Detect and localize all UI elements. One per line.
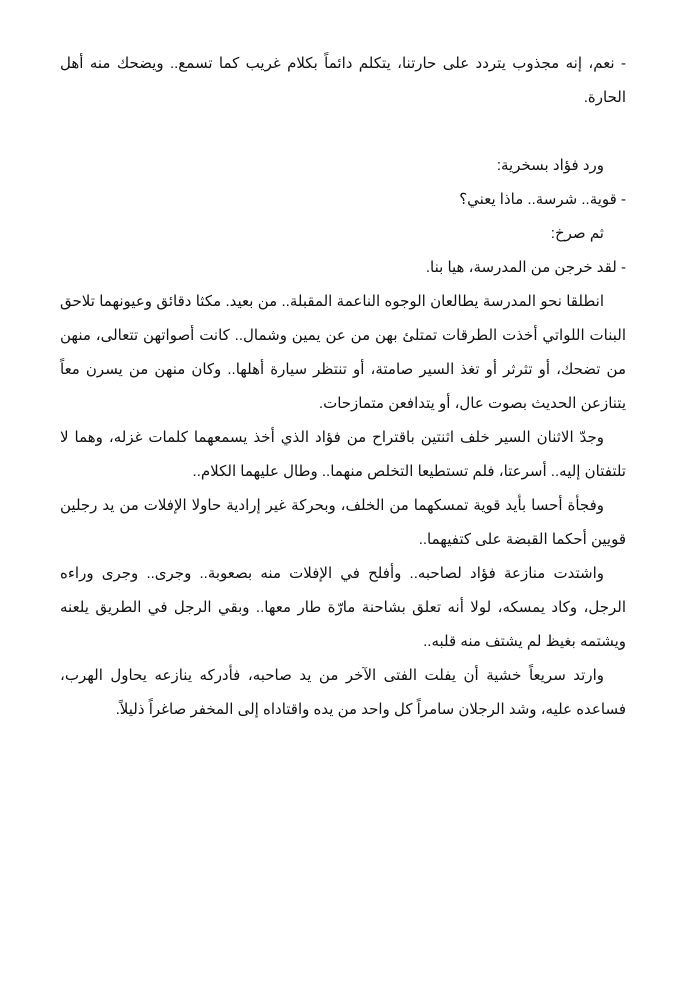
body-paragraph: واشتدت منازعة فؤاد لصاحبه.. وأفلح في الإفلات منه بصعوبة.. وجرى.. وجرى وراءه الرجل، وكاد يمسكه، لولا أنه تعلق بشاحنة مارّة طار معها.. وبقي الرجل في الطريق يلعنه ويشتمه بغيظ لم يشتف منه قلبه.. [60,565,626,650]
dialog-line: - نعم، إنه مجذوب يتردد على حارتنا، يتكلم دائماً بكلام غريب كما تسمع.. ويضحك منه أهل الحارة. [60,55,626,106]
body-paragraph: وجدّ الاثنان السير خلف اثنتين باقتراح من فؤاد الذي أخذ يسمعهما كلمات غزله، وهما لا تلتفتان إليه.. أسرعتا، فلم تستطيعا التخلص منهما.. وطال عليهما الكلام.. [60,429,626,480]
dialog-line: - لقد خرجن من المدرسة، هيا بنا. [425,259,626,276]
body-paragraph: وفجأة أحسا بأيد قوية تمسكهما من الخلف، وبحركة غير إرادية حاولا الإفلات من يد رجلين قويين أحكما القبضة على كتفيهما.. [60,497,626,548]
narration-line: ثم صرخ: [550,225,604,242]
document-page [60,47,626,727]
paragraph-gap [60,115,626,149]
dialog-line: - قوية.. شرسة.. ماذا يعني؟ [459,191,626,208]
body-paragraph: انطلقا نحو المدرسة يطالعان الوجوه الناعمة المقبلة.. من بعيد. مكثا دقائق وعيونهما تلاحق البنات اللواتي أخذت الطرقات تمتلئ بهن من عن يمين وشمال.. كانت أصواتهن تتعالى، منهن من تضحك، أو تثرثر أو تغذ السير صامتة، أو تنتظر سيارة أهلها.. وكان منهن من يسرن معاً يتنازعن الحديث بصوت عال، أو يتدافعن متمازحات. [60,293,626,412]
narration-line: ورد فؤاد بسخرية: [496,157,604,174]
body-paragraph: وارتد سريعاً خشية أن يفلت الفتى الآخر من يد صاحبه، فأدركه ينازعه يحاول الهرب، فساعده عليه، وشد الرجلان سامراً كل واحد من يده واقتاداه إلى المخفر صاغراً ذليلاً. [60,667,626,718]
